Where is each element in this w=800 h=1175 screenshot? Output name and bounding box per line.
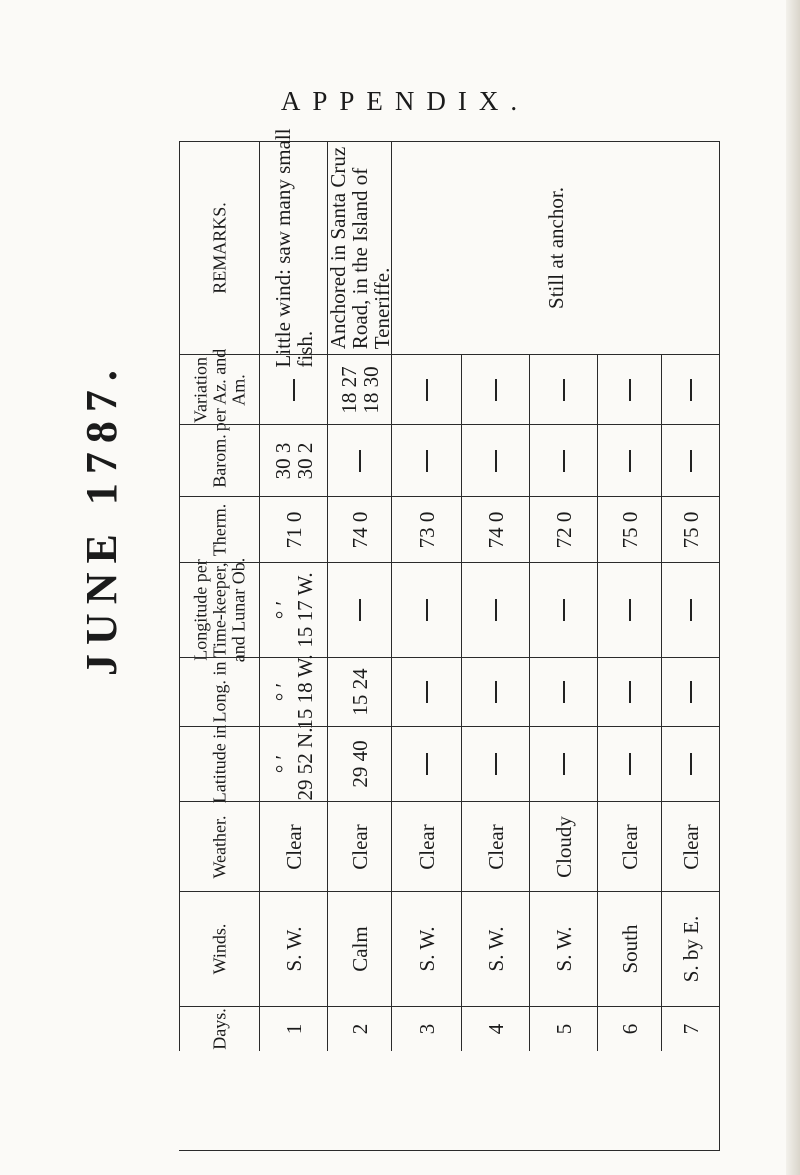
cell-winds-6-text: South [617, 924, 642, 974]
cell-variation-5-dash [563, 379, 565, 401]
cell-latitude-5-dash [563, 753, 565, 775]
cell-long_tk-4 [461, 562, 529, 657]
remark-r1 [259, 128, 327, 368]
header-therm-text: Therm. [209, 503, 230, 556]
cell-weather-6 [597, 801, 661, 891]
cell-therm-7-text: 75 0 [678, 511, 703, 548]
cell-long_tk-1-text: ° ′ 15 17 W. [270, 572, 317, 648]
cell-long-2-text: 15 24 [347, 668, 372, 716]
cell-therm-3 [391, 496, 461, 562]
cell-weather-2-text: Clear [347, 823, 372, 870]
header-long-text: Long. in [209, 661, 230, 723]
cell-barom-3 [391, 424, 461, 496]
cell-days-2-text: 2 [347, 1023, 372, 1035]
page-edge [786, 0, 800, 1175]
cell-long-1 [259, 654, 327, 730]
cell-long_tk-7-dash [690, 599, 692, 621]
header-long [179, 657, 259, 726]
remark-r3-text: Still at anchor. [543, 187, 568, 309]
cell-latitude-6 [597, 726, 661, 801]
cell-variation-4 [461, 354, 529, 424]
cell-weather-3-text: Clear [414, 823, 439, 870]
cell-therm-4-text: 74 0 [483, 511, 508, 548]
cell-days-1 [259, 1006, 327, 1051]
cell-weather-4-text: Clear [483, 823, 508, 870]
cell-winds-7-text: S. by E. [678, 915, 703, 983]
cell-winds-2-text: Calm [347, 926, 372, 972]
remark-r3 [391, 141, 720, 354]
cell-long_tk-1 [259, 562, 327, 657]
cell-days-2 [327, 1006, 391, 1051]
cell-variation-2 [327, 354, 391, 424]
cell-winds-7 [661, 891, 720, 1006]
cell-weather-1-text: Clear [281, 823, 306, 870]
cell-long_tk-2-dash [359, 599, 361, 621]
cell-days-7 [661, 1006, 720, 1051]
cell-variation-6-dash [629, 379, 631, 401]
cell-days-4-text: 4 [483, 1023, 508, 1035]
cell-long_tk-7 [661, 562, 720, 657]
cell-winds-5-text: S. W. [551, 926, 576, 972]
cell-weather-3 [391, 801, 461, 891]
cell-barom-7 [661, 424, 720, 496]
cell-variation-6 [597, 354, 661, 424]
cell-long_tk-2 [327, 562, 391, 657]
cell-therm-7 [661, 496, 720, 562]
cell-barom-6-dash [629, 450, 631, 472]
cell-long-4 [461, 657, 529, 726]
cell-barom-2-dash [359, 450, 361, 472]
cell-barom-1 [259, 424, 327, 496]
cell-days-7-text: 7 [678, 1023, 703, 1035]
cell-variation-1 [259, 354, 327, 424]
cell-therm-5-text: 72 0 [551, 511, 576, 548]
cell-barom-2 [327, 424, 391, 496]
cell-variation-7-dash [690, 379, 692, 401]
cell-long-5-dash [563, 681, 565, 703]
cell-winds-4-text: S. W. [483, 926, 508, 972]
cell-latitude-2 [327, 726, 391, 801]
cell-weather-4 [461, 801, 529, 891]
cell-latitude-6-dash [629, 753, 631, 775]
cell-barom-7-dash [690, 450, 692, 472]
cell-days-1-text: 1 [281, 1023, 306, 1035]
cell-winds-5 [529, 891, 597, 1006]
cell-latitude-2-text: 29 40 [347, 740, 372, 788]
cell-weather-6-text: Clear [617, 823, 642, 870]
cell-long_tk-4-dash [495, 599, 497, 621]
cell-long-3-dash [426, 681, 428, 703]
cell-long-3 [391, 657, 461, 726]
cell-therm-1-text: 71 0 [281, 511, 306, 548]
cell-latitude-4-dash [495, 753, 497, 775]
cell-variation-7 [661, 354, 720, 424]
cell-long_tk-5 [529, 562, 597, 657]
header-variation [179, 348, 259, 431]
cell-therm-4 [461, 496, 529, 562]
header-weather-text: Weather. [209, 814, 230, 879]
cell-days-6 [597, 1006, 661, 1051]
cell-variation-3-dash [426, 379, 428, 401]
cell-long_tk-5-dash [563, 599, 565, 621]
cell-days-6-text: 6 [617, 1023, 642, 1035]
header-barom [179, 424, 259, 496]
cell-long_tk-6 [597, 562, 661, 657]
remark-r1-text: Little wind: saw many small fish. [270, 128, 317, 368]
cell-weather-5-text: Cloudy [551, 815, 576, 878]
cell-latitude-4 [461, 726, 529, 801]
cell-therm-3-text: 73 0 [414, 511, 439, 548]
cell-days-5 [529, 1006, 597, 1051]
cell-latitude-5 [529, 726, 597, 801]
cell-winds-1-text: S. W. [281, 926, 306, 972]
cell-long-2 [327, 657, 391, 726]
header-long_tk-text: Longitude per Time-keeper, and Lunar Ob. [190, 557, 248, 663]
header-days [179, 1006, 259, 1051]
cell-latitude-7 [661, 726, 720, 801]
cell-weather-2 [327, 801, 391, 891]
cell-therm-5 [529, 496, 597, 562]
header-weather [179, 801, 259, 891]
cell-long-7-dash [690, 681, 692, 703]
cell-long-6-dash [629, 681, 631, 703]
cell-weather-7-text: Clear [678, 823, 703, 870]
meteorological-table [179, 128, 720, 1151]
cell-variation-3 [391, 354, 461, 424]
cell-winds-2 [327, 891, 391, 1006]
cell-long-6 [597, 657, 661, 726]
cell-winds-3-text: S. W. [414, 926, 439, 972]
cell-long-5 [529, 657, 597, 726]
cell-barom-4 [461, 424, 529, 496]
cell-barom-6 [597, 424, 661, 496]
cell-winds-6 [597, 891, 661, 1006]
header-latitude-text: Latitude in [209, 724, 230, 804]
cell-winds-1 [259, 891, 327, 1006]
cell-weather-1 [259, 801, 327, 891]
cell-long-4-dash [495, 681, 497, 703]
cell-days-5-text: 5 [551, 1023, 576, 1035]
cell-barom-3-dash [426, 450, 428, 472]
header-therm [179, 496, 259, 562]
page-header: APPENDIX. [280, 86, 530, 116]
cell-weather-5 [529, 801, 597, 891]
header-remarks [179, 141, 259, 354]
cell-winds-3 [391, 891, 461, 1006]
cell-therm-6-text: 75 0 [617, 511, 642, 548]
cell-long_tk-3-dash [426, 599, 428, 621]
cell-days-3-text: 3 [414, 1023, 439, 1035]
cell-variation-2-text: 18 27 18 30 [336, 365, 383, 414]
cell-latitude-3 [391, 726, 461, 801]
remark-r2-text: Anchored in Santa Cruz Road, in the Island of Teneriffe. [325, 146, 394, 350]
cell-latitude-1 [259, 726, 327, 801]
cell-weather-7 [661, 801, 720, 891]
header-long_tk [179, 557, 259, 663]
cell-days-4 [461, 1006, 529, 1051]
cell-barom-5 [529, 424, 597, 496]
remark-r2 [325, 141, 394, 354]
side-title-text: JUNE 1787. [77, 361, 126, 676]
cell-latitude-7-dash [690, 753, 692, 775]
cell-variation-1-dash [293, 379, 295, 401]
cell-therm-6 [597, 496, 661, 562]
header-remarks-text: REMARKS. [209, 202, 230, 294]
cell-latitude-1-text: ° ′ 29 52 N. [270, 727, 317, 801]
cell-barom-5-dash [563, 450, 565, 472]
header-barom-text: Barom. [209, 433, 230, 488]
cell-variation-4-dash [495, 379, 497, 401]
cell-therm-2 [327, 496, 391, 562]
header-winds [179, 891, 259, 1006]
cell-days-3 [391, 1006, 461, 1051]
header-variation-text: Variation per Az. and Am. [190, 348, 248, 431]
header-latitude [179, 724, 259, 804]
cell-winds-4 [461, 891, 529, 1006]
cell-variation-5 [529, 354, 597, 424]
cell-therm-2-text: 74 0 [347, 511, 372, 548]
header-winds-text: Winds. [209, 923, 230, 975]
cell-long_tk-3 [391, 562, 461, 657]
cell-therm-1 [259, 496, 327, 562]
cell-barom-4-dash [495, 450, 497, 472]
header-days-text: Days. [209, 1008, 230, 1050]
cell-long-1-text: ° ′ 15 18 W. [270, 654, 317, 730]
cell-long-7 [661, 657, 720, 726]
cell-latitude-3-dash [426, 753, 428, 775]
cell-barom-1-text: 30 3 30 2 [270, 442, 317, 479]
cell-long_tk-6-dash [629, 599, 631, 621]
